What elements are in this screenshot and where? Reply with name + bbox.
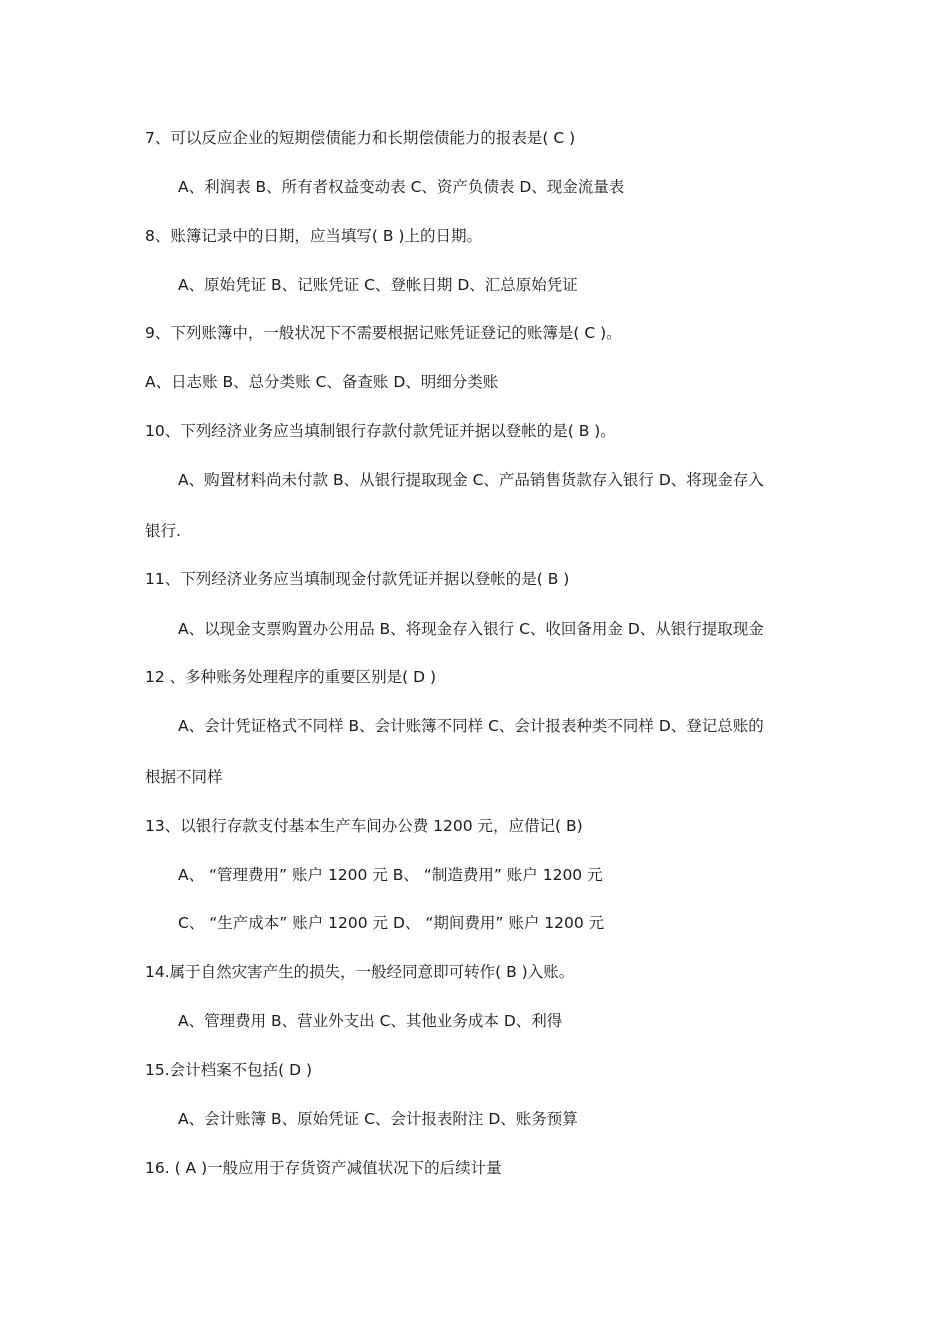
question-8-options: A、原始凭证 B、记账凭证 C、登帐日期 D、汇总原始凭证: [178, 276, 578, 294]
question-12-options-cont: 根据不同样: [145, 768, 223, 786]
question-14-options: A、管理费用 B、营业外支出 C、其他业务成本 D、利得: [178, 1012, 563, 1030]
question-10-options-cont: 银行.: [145, 522, 181, 540]
question-13-options-ab: A、 “管理费用” 账户 1200 元 B、 “制造费用” 账户 1200 元: [178, 866, 603, 884]
question-14: 14.属于自然灾害产生的损失，一般经同意即可转作( B )入账。: [145, 963, 575, 981]
question-13: 13、以银行存款支付基本生产车间办公费 1200 元，应借记( B): [145, 817, 583, 835]
question-9: 9、下列账簿中，一般状况下不需要根据记账凭证登记的账簿是( C )。: [145, 324, 622, 342]
question-10: 10、下列经济业务应当填制银行存款付款凭证并据以登帐的是( B )。: [145, 422, 616, 440]
question-12-options: A、会计凭证格式不同样 B、会计账簿不同样 C、会计报表种类不同样 D、登记总账的: [178, 717, 764, 735]
question-10-options: A、购置材料尚未付款 B、从银行提取现金 C、产品销售货款存入银行 D、将现金存入: [178, 471, 764, 489]
question-11: 11、下列经济业务应当填制现金付款凭证并据以登帐的是( B ): [145, 570, 570, 588]
question-7-options: A、利润表 B、所有者权益变动表 C、资产负债表 D、现金流量表: [178, 178, 625, 196]
question-11-options: A、以现金支票购置办公用品 B、将现金存入银行 C、收回备用金 D、从银行提取现金: [178, 620, 764, 638]
question-15-options: A、会计账簿 B、原始凭证 C、会计报表附注 D、账务预算: [178, 1110, 578, 1128]
question-13-options-cd: C、 “生产成本” 账户 1200 元 D、 “期间费用” 账户 1200 元: [178, 914, 605, 932]
question-7: 7、可以反应企业的短期偿债能力和长期偿债能力的报表是( C ): [145, 129, 576, 147]
question-16: 16. ( A )一般应用于存货资产减值状况下的后续计量: [145, 1159, 502, 1177]
question-9-options: A、日志账 B、总分类账 C、备查账 D、明细分类账: [145, 373, 499, 391]
question-15: 15.会计档案不包括( D ): [145, 1061, 313, 1079]
question-8: 8、账簿记录中的日期，应当填写( B )上的日期。: [145, 227, 482, 245]
question-12: 12 、多种账务处理程序的重要区别是( D ): [145, 668, 437, 686]
